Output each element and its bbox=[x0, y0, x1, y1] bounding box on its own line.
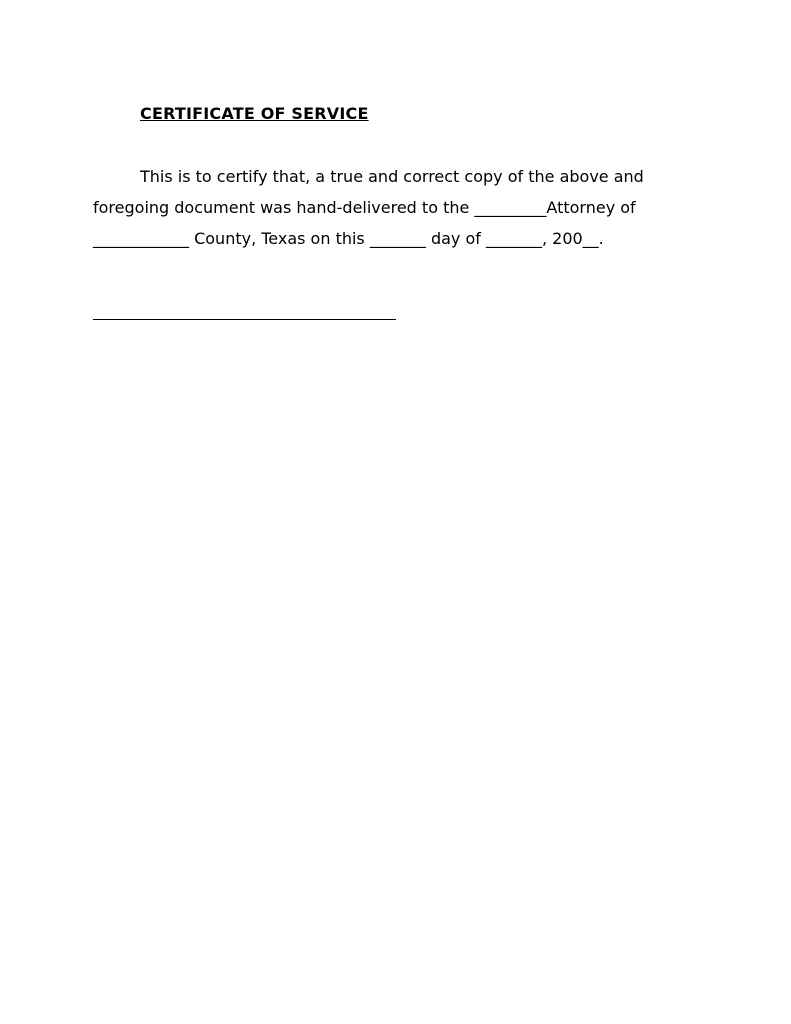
document-title: CERTIFICATE OF SERVICE bbox=[140, 104, 369, 123]
body-line-3: ____________ County, Texas on this _______ day of _______, 200__. bbox=[93, 229, 604, 248]
body-line-2: foregoing document was hand-delivered to the _________Attorney of bbox=[93, 198, 636, 217]
body-line-1: This is to certify that, a true and correct copy of the above and bbox=[140, 167, 644, 186]
signature-line bbox=[93, 319, 396, 320]
